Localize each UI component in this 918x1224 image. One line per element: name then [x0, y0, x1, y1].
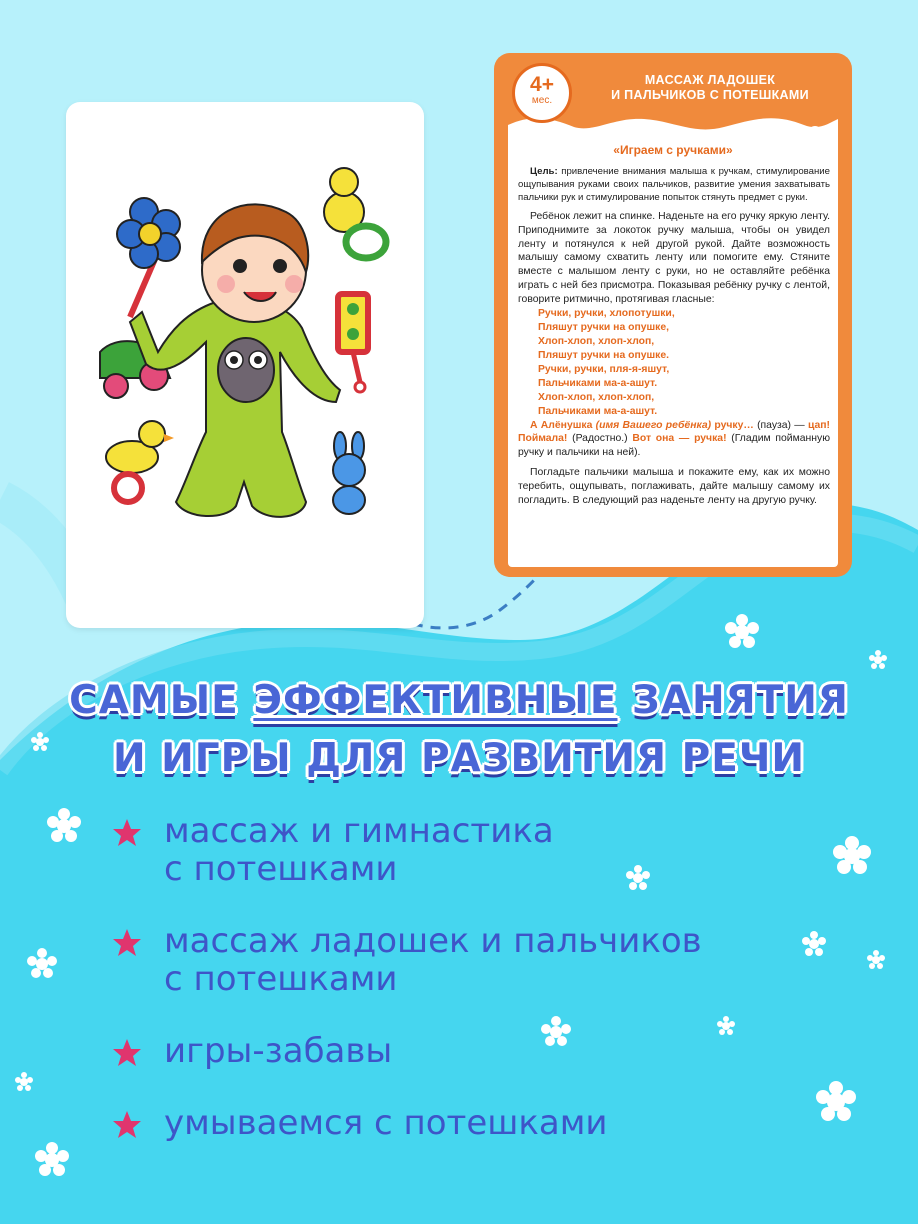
instruction-paragraph: Ребёнок лежит на спинке. Наденьте на его ручку яркую ленту. Приподнимите за локоток ручку малыша, чтобы он увидел ленту и потянулся к ней другой рукой. Дайте возможность малышу самому схватить ленту или помогите ему. Стяните вместе с малышом ленту с руки, но не оставляйте ребёнка играть с ней без присмотра. Показывая ребёнку ручку с лентой, говорите ритмично, протягивая гласные: [518, 211, 830, 305]
goal-text: привлечение внимания малыша к ручкам, стимулирование ощупывания руками своих пальчиков, развитие умения захватывать пальчики рук и стимулирование попыток стянуть предмет с руки. [518, 166, 830, 203]
age-unit: мес. [531, 95, 553, 106]
red-rattle-icon [338, 294, 368, 392]
toy-duck-icon [106, 421, 174, 502]
card-title-line2: И ПАЛЬЧИКОВ С ПОТЕШКАМИ [611, 88, 809, 102]
headline-line2: И ИГРЫ ДЛЯ РАЗВИТИЯ РЕЧИ [112, 736, 806, 781]
poem-line: Пляшут ручки на опушке, [538, 321, 670, 333]
yellow-bear-toy-icon [324, 168, 386, 258]
star-icon [112, 1038, 142, 1068]
list-item: массаж ладошек и пальчиков с потешками [112, 922, 812, 998]
star-icon [112, 1110, 142, 1140]
poem-line: Хлоп-хлоп, хлоп-хлоп, [538, 335, 655, 347]
activity-card [494, 53, 852, 577]
star-icon [112, 928, 142, 958]
illustration-card [66, 102, 424, 628]
card-title-line1: МАССАЖ ЛАДОШЕК [644, 73, 776, 87]
age-number: 4+ [530, 73, 554, 96]
poem [538, 307, 830, 419]
card-body [518, 165, 830, 507]
closing-paragraph: Погладьте пальчики малыша и покажите ему, как их можно теребить, ощупывать, поглаживать, дайте малышу самому их погладить. В следующий раз наденьте ленту на другую ручку. [518, 466, 830, 506]
list-item: игры-забавы [112, 1032, 812, 1070]
card-title [580, 73, 840, 103]
poem-line: Хлоп-хлоп, хлоп-хлоп, [538, 391, 655, 403]
poem-line: Ручки, ручки, пля-я-яшут, [538, 363, 670, 375]
catch-paragraph: А Алёнушка (имя Вашего ребёнка) ручку… (пауза) — цап! Поймала! (Радостно.) Вот она — ручка! (Гладим пойманную ручку и пальчики на ней). [518, 419, 830, 459]
feature-list [112, 812, 812, 1176]
headline [0, 672, 918, 788]
card-subtitle: «Играем с ручками» [613, 143, 733, 157]
poem-line: Ручки, ручки, хлопотушки, [538, 307, 675, 319]
age-badge [512, 63, 572, 123]
list-item: массаж и гимнастика с потешками [112, 812, 812, 888]
star-icon [112, 818, 142, 848]
flower-rattle-icon [117, 198, 180, 317]
goal-label: Цель: [530, 166, 558, 177]
goal-paragraph [518, 165, 830, 204]
baby-illustration [66, 102, 424, 628]
poem-line: Пальчиками ма-а-ашут. [538, 405, 658, 417]
poem-line: Пальчиками ма-а-ашут. [538, 377, 658, 389]
toy-bunny-icon [333, 432, 365, 514]
headline-line1: САМЫЕ ЭФФЕКТИВНЫЕ ЗАНЯТИЯ [69, 678, 849, 723]
poem-line: Пляшут ручки на опушке. [538, 349, 670, 361]
list-item: умываемся с потешками [112, 1104, 812, 1142]
